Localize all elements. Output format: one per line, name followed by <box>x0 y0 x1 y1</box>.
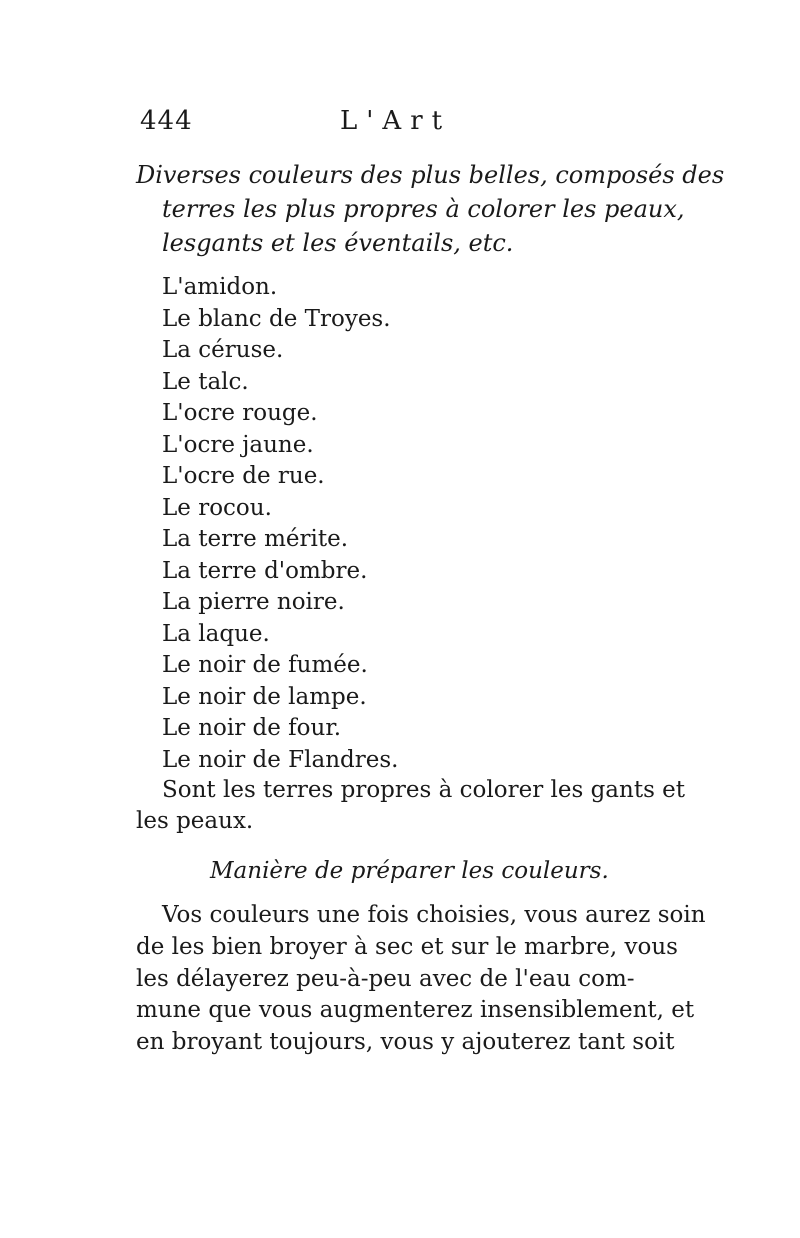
heading-line: terres les plus propres à colorer les peaux, <box>162 195 685 223</box>
paragraph-line: mune que vous augmenterez insensiblement, et <box>136 997 695 1024</box>
list-item: L'amidon. <box>162 274 278 300</box>
paragraph-line: de les bien broyer à sec et sur le marbre, vous <box>136 933 678 960</box>
list-item: La laque. <box>162 620 270 647</box>
list-item: La terre d'ombre. <box>162 557 368 584</box>
paragraph-line: les délayerez peu-à-peu avec de l'eau com- <box>136 965 635 992</box>
color-list <box>162 272 398 776</box>
list-item: Le noir de fumée. <box>162 652 368 678</box>
list-item: Le noir de four. <box>162 715 342 741</box>
list-note <box>136 775 696 837</box>
list-item: Le blanc de Troyes. <box>162 305 391 332</box>
running-head <box>140 106 680 142</box>
note-line: les peaux. <box>136 808 254 834</box>
paragraph-line: Vos couleurs une fois choisies, vous aurez soin <box>162 902 706 928</box>
section-heading-maniere: Manière de préparer les couleurs. <box>210 858 609 884</box>
list-item: Le noir de Flandres. <box>162 746 399 773</box>
page-number: 444 <box>140 106 193 136</box>
list-item: Le talc. <box>162 368 249 395</box>
paragraph-line: en broyant toujours, vous y ajouterez tant soit <box>136 1029 675 1056</box>
section-heading-diverses-couleurs <box>136 158 725 260</box>
heading-line: Diverses couleurs des plus belles, composés des <box>136 161 725 189</box>
running-title: L'Art <box>340 106 452 136</box>
list-item: L'ocre rouge. <box>162 400 318 426</box>
body-paragraph <box>136 900 706 1059</box>
heading-line: lesgants et les éventails, etc. <box>162 229 514 257</box>
note-line: Sont les terres propres à colorer les gants et <box>162 777 686 803</box>
list-item: Le rocou. <box>162 494 272 521</box>
list-item: La terre mérite. <box>162 526 348 552</box>
list-item: L'ocre de rue. <box>162 463 325 489</box>
list-item: Le noir de lampe. <box>162 683 367 710</box>
list-item: La céruse. <box>162 337 284 363</box>
list-item: L'ocre jaune. <box>162 431 314 458</box>
list-item: La pierre noire. <box>162 589 345 615</box>
